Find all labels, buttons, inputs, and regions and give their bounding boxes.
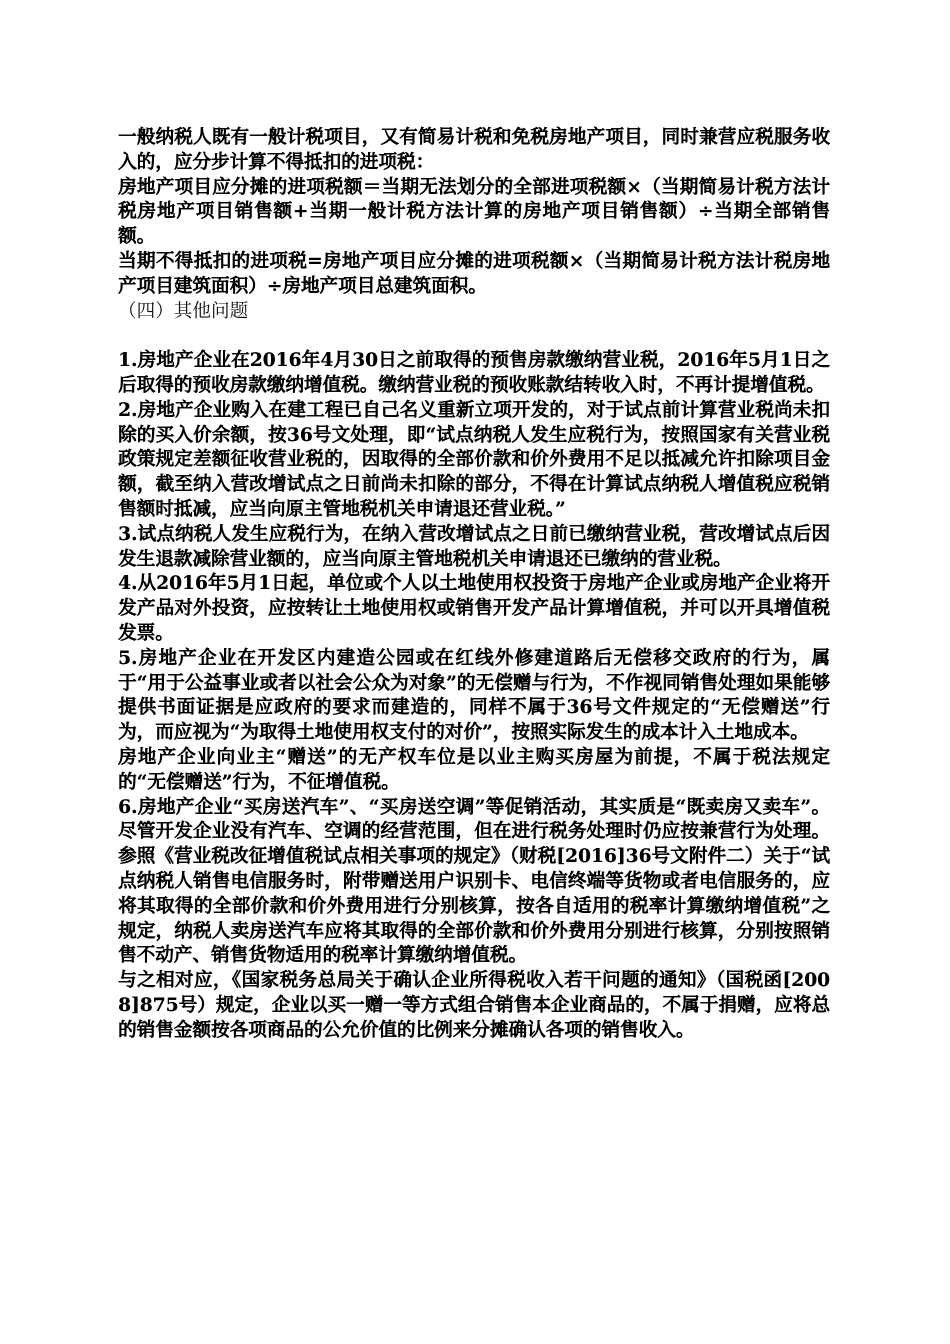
list-item: 2.房地产企业购入在建工程已自己名义重新立项开发的，对于试点前计算营业税尚未扣除的买入价余额，按36号文处理，即“试点纳税人发生应税行为，按照国家有关营业税政策规定差额征收营业税的，因取得的全部价款和价外费用不足以抵减允许扣除项目金额，截至纳入营改增试点之日前尚未扣除的部分，不得在计算试点纳税人增值税应税销售额时抵减，应当向原主管地税机关申请退还营业税。” <box>118 399 830 520</box>
paragraph-formula-nondeductible: 当期不得抵扣的进项税=房地产项目应分摊的进项税额×（当期简易计税方法计税房地产项目建筑面积）÷房地产项目总建筑面积。 <box>118 250 830 297</box>
list-item: 6.房地产企业“买房送汽车”、“买房送空调”等促销活动，其实质是“既卖房又卖车”。尽管开发企业没有汽车、空调的经营范围，但在进行税务处理时仍应按兼营行为处理。参照《营业税改征增值税试点相关事项的规定》（财税[2016]36号文附件二）关于“试点纳税人销售电信服务时，附带赠送用户识别卡、电信终端等货物或者电信服务的，应将其取得的全部价款和价外费用进行分别核算，按各自适用的税率计算缴纳增值税”之规定，纳税人卖房送汽车应将其取得的全部价款和价外费用分别进行核算，分别按照销售不动产、销售货物适用的税率计算缴纳增值税。 <box>118 796 830 967</box>
paragraph-formula-allocation: 房地产项目应分摊的进项税额＝当期无法划分的全部进项税额×（当期简易计税方法计税房地产项目销售额+当期一般计税方法计算的房地产项目销售额）÷当期全部销售额。 <box>118 176 830 248</box>
list-item: 5.房地产企业在开发区内建造公园或在红线外修建道路后无偿移交政府的行为，属于“用于公益事业或者以社会公众为对象”的无偿赠与行为，不作视同销售处理如果能够提供书面证据是应政府的要求而建造的，同样不属于36号文件规定的“无偿赠送”行为，而应视为“为取得土地使用权支付的对价”，按照实际发生的成本计入土地成本。 <box>118 647 830 744</box>
paragraph-intro: 一般纳税人既有一般计税项目，又有简易计税和免税房地产项目，同时兼营应税服务收入的，应分步计算不得抵扣的进项税： <box>118 127 830 173</box>
section-heading: （四）其他问题 <box>118 300 249 322</box>
list-item: 3.试点纳税人发生应税行为，在纳入营改增试点之日前已缴纳营业税，营改增试点后因发生退款减除营业额的，应当向原主管地税机关申请退还已缴纳的营业税。 <box>118 523 830 570</box>
document-body <box>118 126 830 1043</box>
list-item: 房地产企业向业主“赠送”的无产权车位是以业主购买房屋为前提，不属于税法规定的“无偿赠送”行为，不征增值税。 <box>118 746 830 793</box>
list-item: 1.房地产企业在2016年4月30日之前取得的预售房款缴纳营业税，2016年5月1日之后取得的预收房款缴纳增值税。缴纳营业税的预收账款结转收入时，不再计提增值税。 <box>118 350 830 396</box>
list-item: 与之相对应，《国家税务总局关于确认企业所得税收入若干问题的通知》（国税函[2008]875号）规定，企业以买一赠一等方式组合销售本企业商品的，不属于捐赠，应将总的销售金额按各项商品的公允价值的比例来分摊确认各项的销售收入。 <box>118 970 830 1041</box>
list-item: 4.从2016年5月1日起，单位或个人以土地使用权投资于房地产企业或房地产企业将开发产品对外投资，应按转让土地使用权或销售开发产品计算增值税，并可以开具增值税发票。 <box>118 573 830 644</box>
